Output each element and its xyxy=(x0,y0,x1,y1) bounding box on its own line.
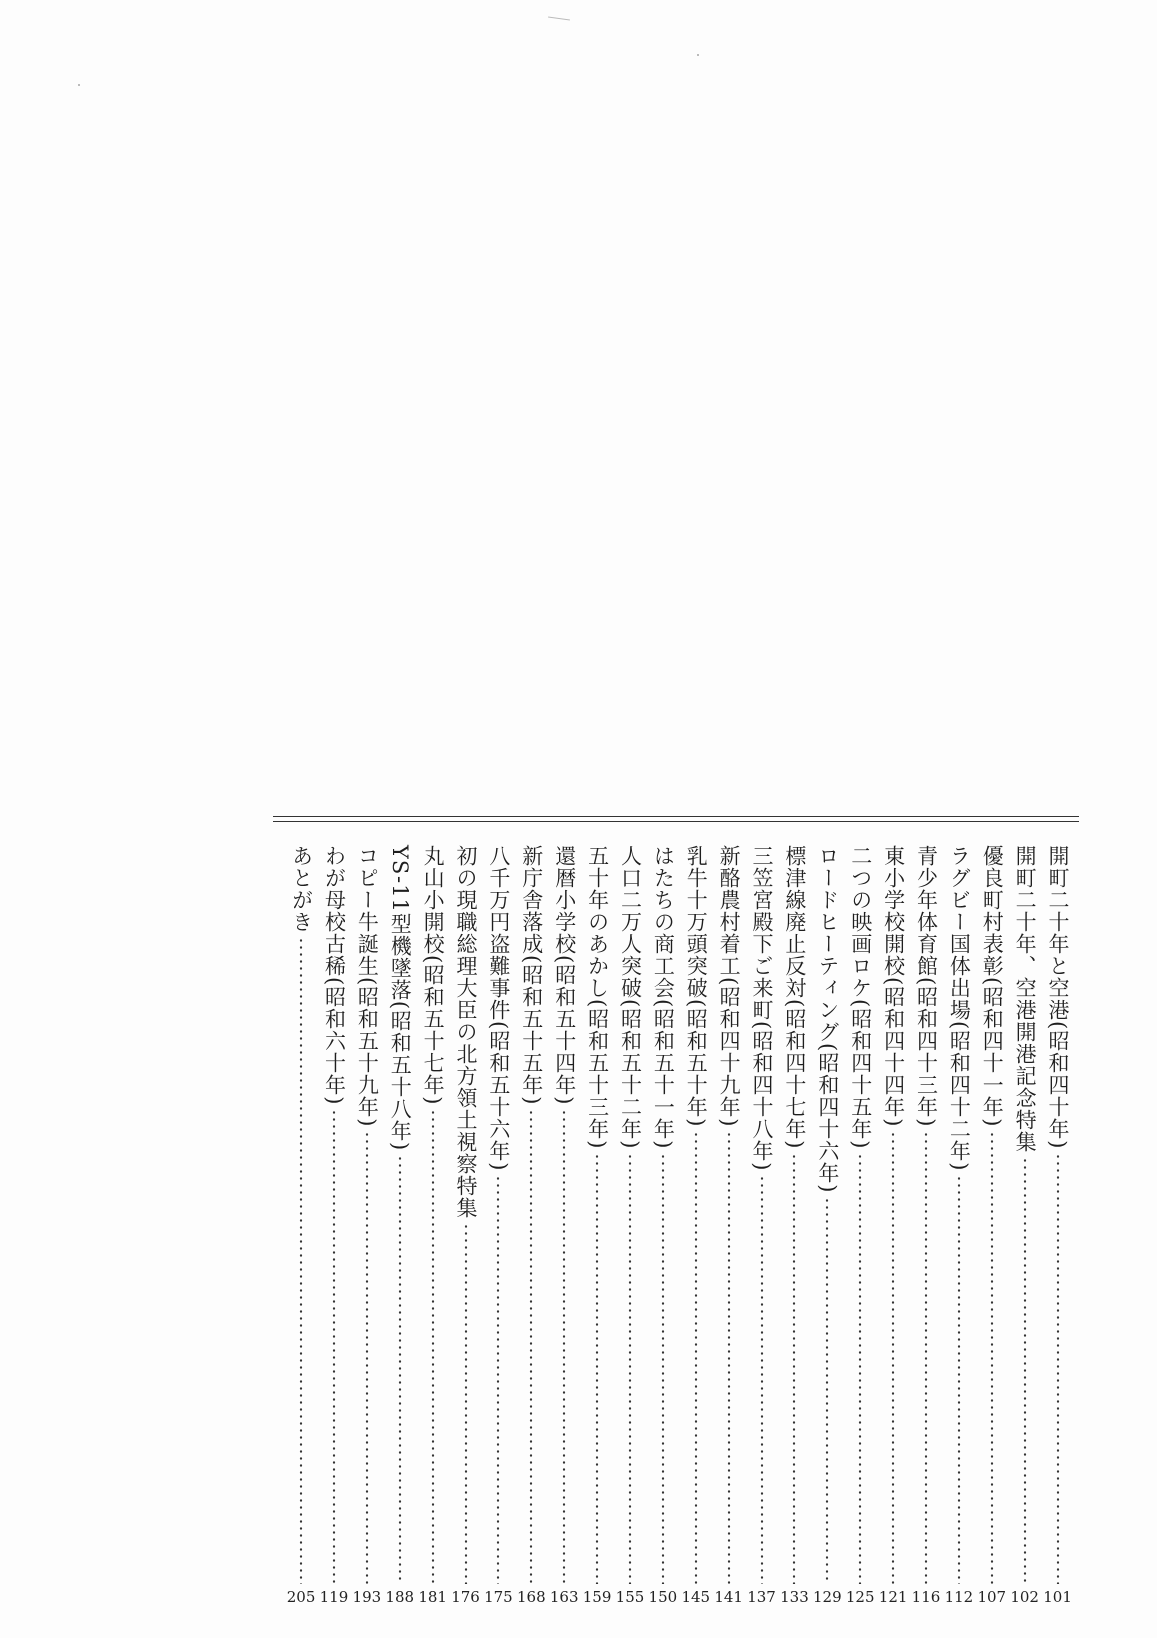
toc-entry[interactable] xyxy=(614,845,647,1605)
dot-leader xyxy=(562,1109,566,1584)
toc-entry-title: 八千万円盗難事件(昭和五十六年) xyxy=(486,845,511,1172)
dot-leader xyxy=(957,1175,961,1584)
toc-entry[interactable] xyxy=(581,845,614,1605)
toc-entry[interactable] xyxy=(383,845,416,1605)
toc-entry[interactable] xyxy=(416,845,449,1605)
dot-leader xyxy=(1056,1153,1060,1584)
dot-leader xyxy=(529,1109,533,1584)
toc-entry-page-number: 205 xyxy=(286,1588,316,1606)
dot-leader xyxy=(727,1131,731,1584)
toc-entry-page-number: 112 xyxy=(944,1588,974,1606)
toc-entry-page-number: 159 xyxy=(582,1588,612,1606)
toc-entry-title: 還暦小学校(昭和五十四年) xyxy=(552,845,577,1106)
toc-entry-page-number: 101 xyxy=(1043,1588,1072,1606)
toc-entry-page-number: 125 xyxy=(845,1588,875,1606)
toc-entry[interactable] xyxy=(778,845,811,1605)
toc-entry-page-number: 181 xyxy=(418,1588,447,1606)
toc-entry-title: あとがき xyxy=(289,845,314,933)
toc-entry-page-number: 119 xyxy=(319,1588,349,1606)
dot-leader xyxy=(760,1175,764,1584)
toc-entry[interactable] xyxy=(712,845,745,1605)
dot-leader xyxy=(464,1223,468,1584)
dot-leader xyxy=(365,1131,369,1584)
toc-entry-title: はたちの商工会(昭和五十一年) xyxy=(651,845,676,1150)
scan-speck xyxy=(78,84,80,86)
toc-entry-title: 丸山小開校(昭和五十七年) xyxy=(421,845,446,1106)
dot-leader xyxy=(858,1153,862,1584)
toc-entry-title: 五十年のあかし(昭和五十三年) xyxy=(585,845,610,1150)
toc-entry-title: YS-11型機墜落(昭和五十八年) xyxy=(388,845,413,1152)
toc-entry-title: 青少年体育館(昭和四十三年) xyxy=(914,845,939,1128)
toc-entry-page-number: 155 xyxy=(615,1588,645,1606)
toc-entry[interactable] xyxy=(1041,845,1074,1605)
toc-entry-title: コピー牛誕生(昭和五十九年) xyxy=(355,845,380,1128)
toc-entry-page-number: 141 xyxy=(714,1588,743,1606)
toc-entry[interactable] xyxy=(646,845,679,1605)
dot-leader xyxy=(595,1153,599,1584)
scan-speck xyxy=(697,54,699,56)
toc-entry[interactable] xyxy=(515,845,548,1605)
dot-leader xyxy=(924,1131,928,1584)
dot-leader xyxy=(661,1153,665,1584)
toc-entry[interactable] xyxy=(811,845,844,1605)
toc-entry[interactable] xyxy=(877,845,910,1605)
dot-leader xyxy=(496,1175,500,1584)
divider-rule xyxy=(273,816,1079,817)
divider-rule xyxy=(273,821,1079,822)
toc-entry-title: わが母校古稀(昭和六十年) xyxy=(322,845,347,1106)
dot-leader xyxy=(1023,1157,1027,1584)
dot-leader xyxy=(431,1109,435,1584)
toc-entry[interactable] xyxy=(910,845,943,1605)
toc-entry-title: 開町二十年と空港(昭和四十年) xyxy=(1046,845,1071,1150)
toc-entry[interactable] xyxy=(449,845,482,1605)
toc-entry[interactable] xyxy=(285,845,318,1605)
toc-entry-title: 東小学校開校(昭和四十四年) xyxy=(881,845,906,1128)
toc-entry-page-number: 137 xyxy=(747,1588,776,1606)
toc-entry[interactable] xyxy=(975,845,1008,1605)
toc-entry-page-number: 168 xyxy=(516,1588,546,1606)
toc-entry-title: 標津線廃止反対(昭和四十七年) xyxy=(782,845,807,1150)
toc-entry[interactable] xyxy=(350,845,383,1605)
toc-entry-title: 二つの映画ロケ(昭和四十五年) xyxy=(848,845,873,1150)
toc-entry[interactable] xyxy=(548,845,581,1605)
toc-entry[interactable] xyxy=(482,845,515,1605)
toc-entry-page-number: 145 xyxy=(681,1588,711,1606)
toc-entry-title: 初の現職総理大臣の北方領土視察特集 xyxy=(454,845,479,1219)
toc-entry-page-number: 188 xyxy=(385,1588,415,1606)
toc-entry-page-number: 150 xyxy=(648,1588,678,1606)
toc-entry[interactable] xyxy=(1008,845,1041,1605)
dot-leader xyxy=(628,1153,632,1584)
toc-entry-page-number: 176 xyxy=(451,1588,480,1606)
toc-entry-page-number: 116 xyxy=(911,1588,941,1606)
toc-entry-page-number: 175 xyxy=(484,1588,513,1606)
dot-leader xyxy=(332,1109,336,1584)
dot-leader xyxy=(398,1155,402,1584)
toc-entry-title: 人口二万人突破(昭和五十二年) xyxy=(618,845,643,1150)
toc-entry-title: 優良町村表彰(昭和四十一年) xyxy=(980,845,1005,1128)
dot-leader xyxy=(891,1131,895,1584)
toc-entry-page-number: 121 xyxy=(878,1588,908,1606)
toc-entry-page-number: 102 xyxy=(1010,1588,1039,1606)
toc-entry-title: 開町二十年、空港開港記念特集 xyxy=(1013,845,1038,1153)
toc-entry-page-number: 129 xyxy=(813,1588,842,1606)
dot-leader xyxy=(694,1131,698,1584)
toc-entry-page-number: 193 xyxy=(352,1588,382,1606)
table-of-contents xyxy=(284,845,1074,1605)
toc-entry-title: 三笠宮殿下ご来町(昭和四十八年) xyxy=(750,845,775,1172)
toc-entry-title: 新酪農村着工(昭和四十九年) xyxy=(717,845,742,1128)
toc-entry[interactable] xyxy=(942,845,975,1605)
scan-speck xyxy=(548,16,570,20)
toc-entry-title: 新庁舎落成(昭和五十五年) xyxy=(519,845,544,1106)
toc-entry-page-number: 133 xyxy=(780,1588,809,1606)
toc-entry-title: ロードヒーティング(昭和四十六年) xyxy=(815,845,840,1194)
toc-entry[interactable] xyxy=(844,845,877,1605)
dot-leader xyxy=(990,1131,994,1584)
dot-leader xyxy=(299,937,303,1584)
dot-leader xyxy=(792,1153,796,1584)
toc-entry[interactable] xyxy=(745,845,778,1605)
toc-entry-page-number: 163 xyxy=(549,1588,579,1606)
toc-entry[interactable] xyxy=(318,845,351,1605)
toc-entry[interactable] xyxy=(679,845,712,1605)
toc-entry-page-number: 107 xyxy=(977,1588,1007,1606)
toc-entry-title: ラグビー国体出場(昭和四十二年) xyxy=(947,845,972,1172)
toc-entry-title: 乳牛十万頭突破(昭和五十年) xyxy=(684,845,709,1128)
dot-leader xyxy=(825,1197,829,1584)
